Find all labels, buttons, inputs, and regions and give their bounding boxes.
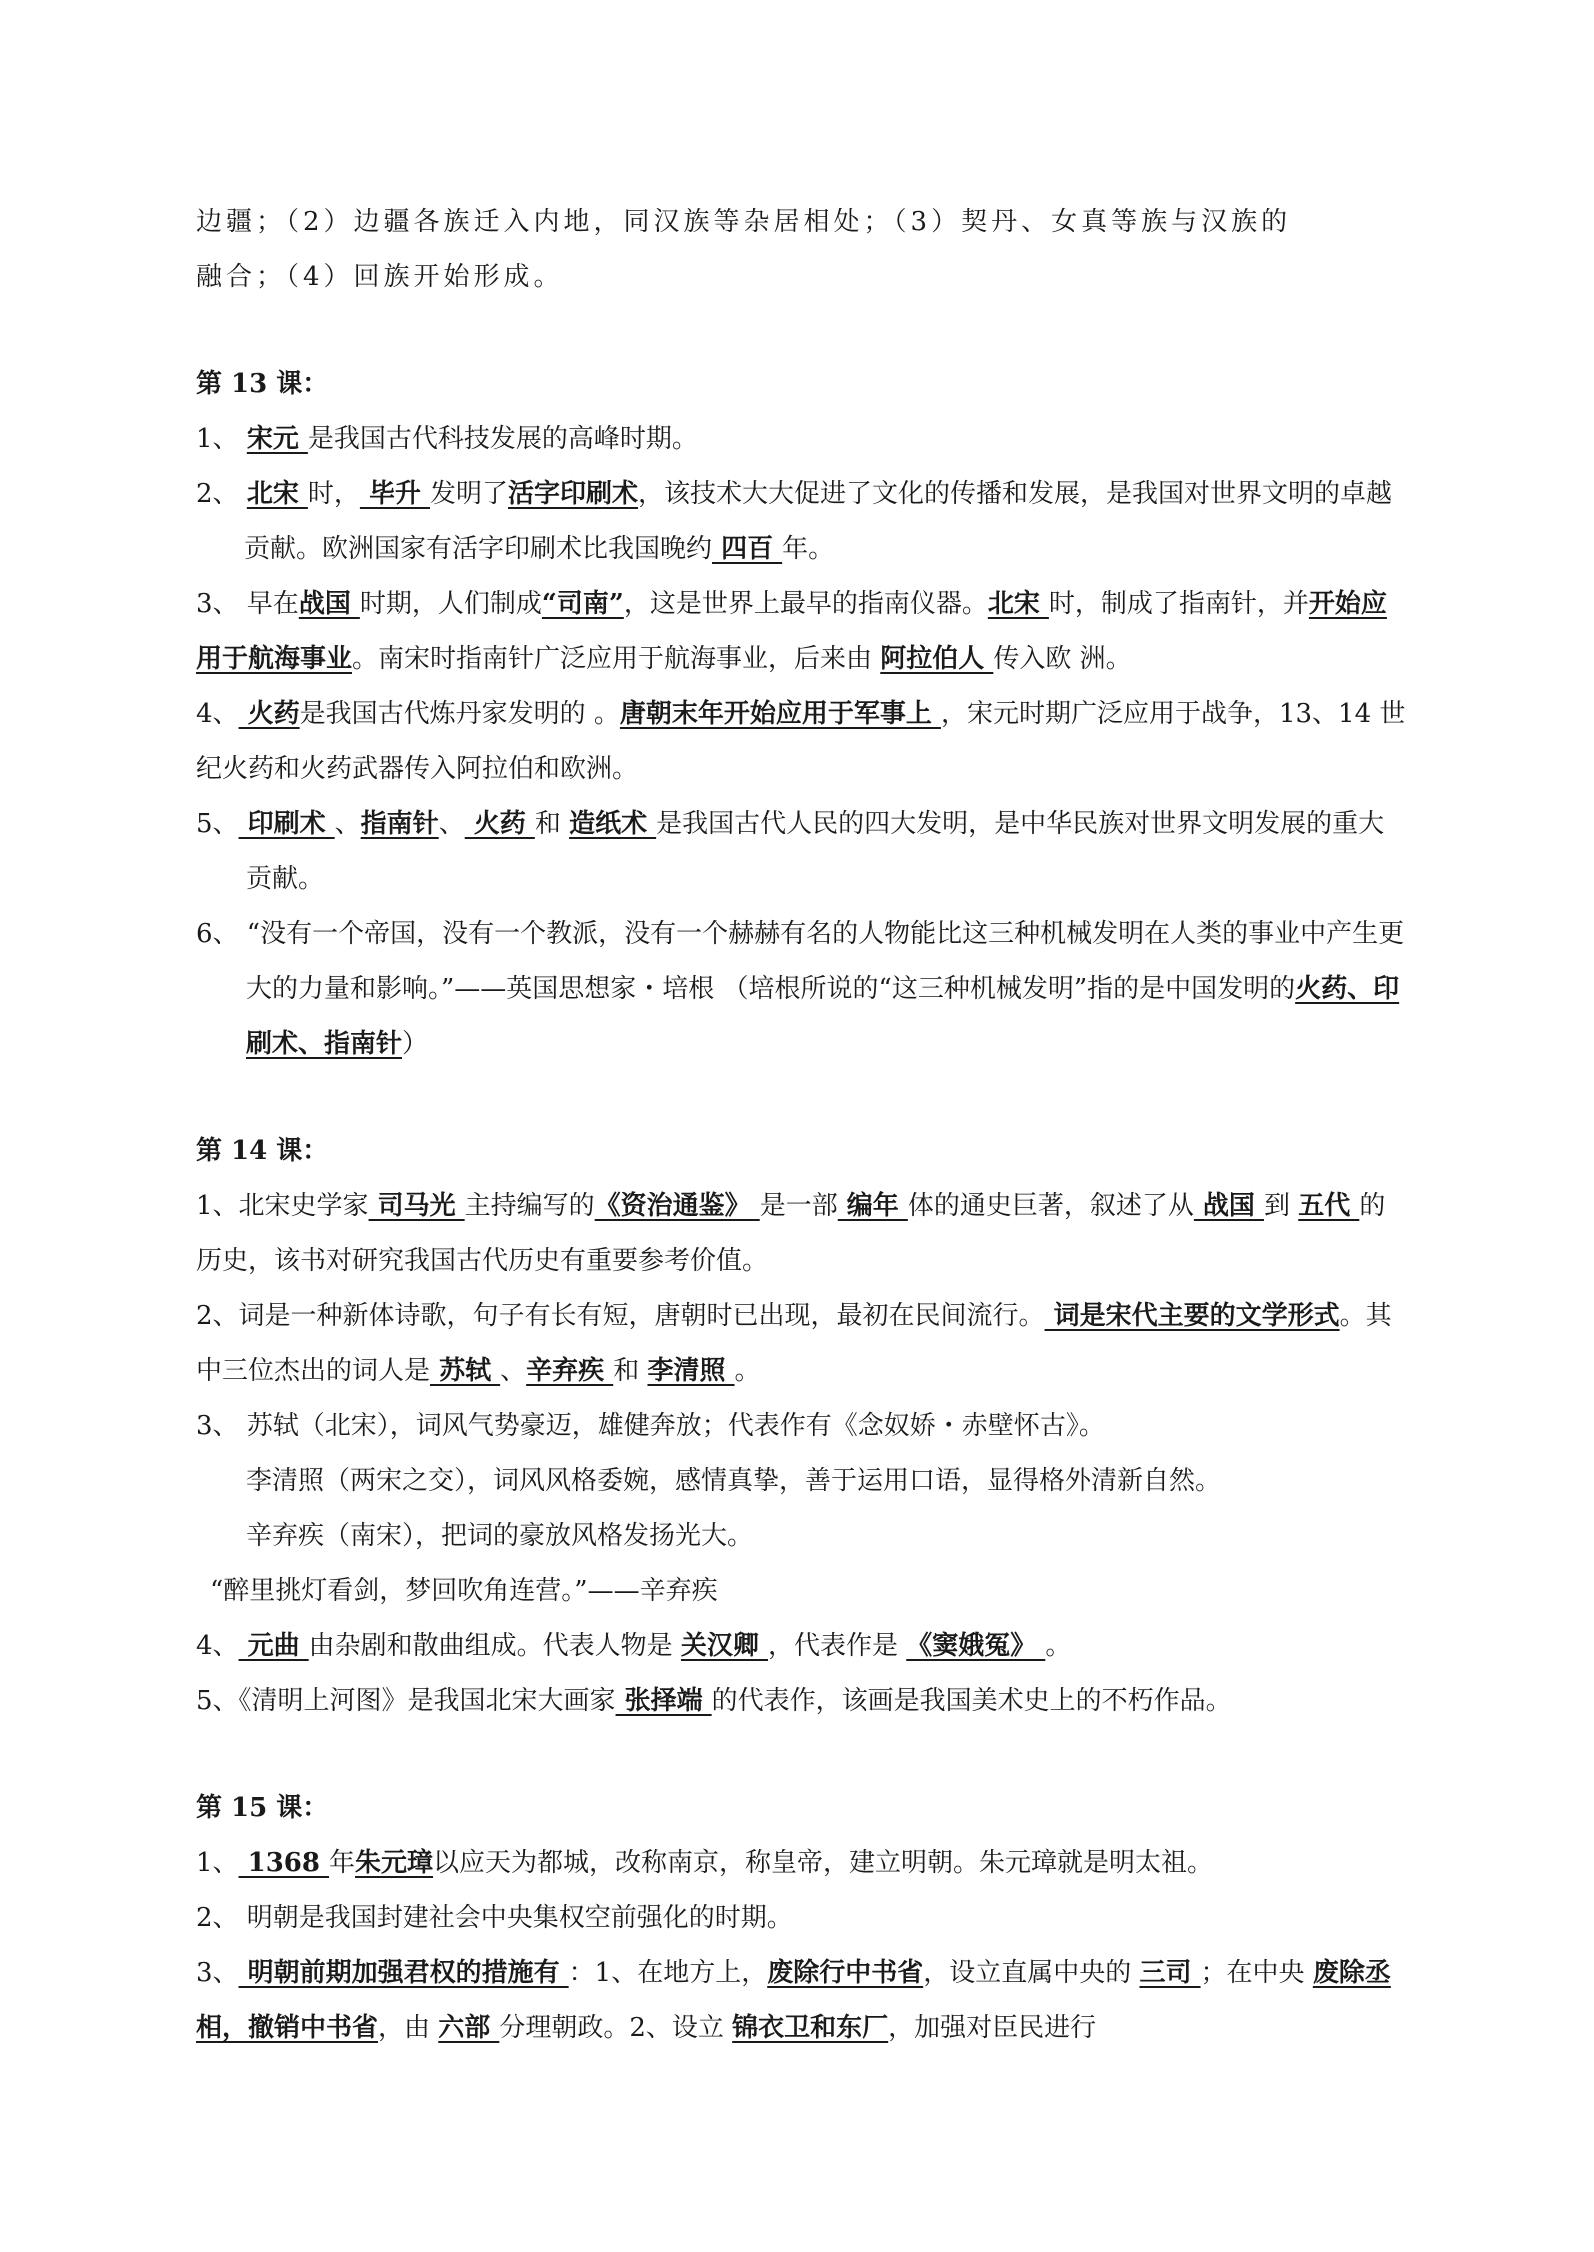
answer-underline: 战国	[1193, 1191, 1264, 1221]
item-text: “没有一个帝国，没有一个教派，没有一个赫赫有名的人物能比这三种机械发明在人类的事业中产生更大的力量和影响。”——英国思想家・培根 （培根所说的“这三种机械发明”指的是中国发明的	[238, 919, 1405, 1004]
answer-underline: 火药、印刷术、指南针	[246, 974, 1400, 1059]
item-text: 时期，人们制成	[359, 589, 542, 619]
item-text: ，代表作是	[767, 1631, 907, 1661]
answer-underline: 朱元璋	[355, 1848, 434, 1878]
item-number: 3、	[196, 589, 239, 619]
item-text: 主持编写的	[464, 1191, 595, 1221]
answer-underline: 五代	[1298, 1191, 1360, 1221]
item-text: 以应天为都城，改称南京，称皇帝，建立明朝。朱元璋就是明太祖。	[433, 1848, 1214, 1878]
answer-underline: 宋元	[246, 424, 308, 454]
answer-underline: 废除丞相，撤销中书省	[196, 1958, 1391, 2043]
lesson-14-item-3-line-2: 李清照（两宋之交），词风风格委婉，感情真挚，善于运用口语，显得格外清新自然。	[246, 1466, 1222, 1496]
section-gap	[196, 1072, 1406, 1124]
answer-underline: 指南针	[360, 809, 439, 839]
item-text: 、	[438, 809, 465, 839]
item-text: 分理朝政。2、设立	[499, 2013, 733, 2043]
lesson-14-item-2	[196, 1289, 1406, 1399]
item-text: ，设立直属中央的	[923, 1958, 1140, 1988]
item-text: 5、《清明上河图》是我国北宋大画家	[196, 1686, 616, 1716]
lesson-13-heading: 第 13 课：	[196, 369, 329, 399]
item-number: 2、	[196, 479, 239, 509]
item-text: 是我国古代炼丹家发明的 。	[299, 699, 620, 729]
answer-underline: “司南”	[541, 589, 624, 619]
answer-underline: 北宋	[246, 479, 308, 509]
answer-underline: 明朝前期加强君权的措施有	[238, 1958, 569, 1988]
lesson-13-item-4	[196, 687, 1406, 797]
answer-underline: 北宋	[987, 589, 1049, 619]
item-text: 是我国古代人民的四大发明，是中华民族对世界文明发展的重大贡献。	[246, 809, 1385, 894]
document-page	[196, 195, 1406, 2056]
item-text: ，加强对臣民进行	[888, 2013, 1097, 2043]
answer-underline: 李清照	[647, 1356, 735, 1386]
item-text: 、	[334, 809, 361, 839]
answer-underline: 辛弃疾	[526, 1356, 614, 1386]
item-text: 的代表作，该画是我国美术史上的不朽作品。	[711, 1686, 1232, 1716]
answer-underline: 火药	[238, 699, 300, 729]
item-text: ）	[402, 1029, 429, 1059]
answer-underline: 元曲	[238, 1631, 309, 1661]
item-text: 和	[613, 1356, 648, 1386]
answer-underline: 词是宋代主要的文学形式	[1044, 1301, 1340, 1331]
lesson-15-item-1	[196, 1836, 1406, 1891]
answer-underline: 关汉卿	[680, 1631, 768, 1661]
section-gap	[196, 1729, 1406, 1781]
lesson-13-item-5	[196, 797, 1406, 907]
answer-underline: 锦衣卫和东厂	[732, 2013, 889, 2043]
item-text: 年	[329, 1848, 356, 1878]
item-number: 3、	[196, 1958, 239, 1988]
lesson-14-heading: 第 14 课：	[196, 1136, 329, 1166]
lesson-15-heading: 第 15 课：	[196, 1793, 329, 1823]
answer-underline: 战国	[298, 589, 360, 619]
answer-underline: 印刷术	[238, 809, 335, 839]
item-text: ；在中央	[1200, 1958, 1313, 1988]
section-gap	[196, 305, 1406, 357]
answer-underline: 四百	[712, 534, 783, 564]
lesson-14-item-5	[196, 1674, 1406, 1729]
lesson-14-item-4	[196, 1619, 1406, 1674]
item-text: 传入欧 洲。	[993, 644, 1132, 674]
answer-underline: 阿拉伯人	[880, 644, 994, 674]
item-text: 由杂剧和散曲组成。代表人物是	[308, 1631, 681, 1661]
answer-underline: 《窦娥冤》	[906, 1631, 1046, 1661]
answer-underline: 苏轼	[430, 1356, 501, 1386]
item-text: 苏轼（北宋），词风气势豪迈，雄健奔放；代表作有《念奴娇・赤壁怀古》。	[238, 1411, 1105, 1441]
lesson-13-item-1	[196, 412, 1406, 467]
item-text: 时，	[307, 479, 360, 509]
item-text: ，这是世界上最早的指南仪器。	[623, 589, 988, 619]
item-text: 和	[534, 809, 570, 839]
intro-line-2: 融合；（4）回族开始形成。	[196, 262, 564, 292]
answer-underline: 司马光	[368, 1191, 465, 1221]
item-text: 早在	[238, 589, 299, 619]
answer-underline: 毕升	[359, 479, 430, 509]
item-text: 年。	[782, 534, 835, 564]
item-number: 4、	[196, 699, 239, 729]
lesson-14-item-3-line-3: 辛弃疾（南宋），把词的豪放风格发扬光大。	[246, 1521, 754, 1551]
answer-underline: 活字印刷术	[508, 479, 639, 509]
answer-underline: 造纸术	[569, 809, 657, 839]
item-text: ：1、在地方上，	[568, 1958, 768, 1988]
item-text: 明朝是我国封建社会中央集权空前强化的时期。	[238, 1903, 793, 1933]
item-text: ，宋元时期广泛应用于战争，13、14 世纪火药和火药武器传入阿拉伯和欧洲。	[196, 699, 1406, 784]
lesson-14-item-1	[196, 1179, 1406, 1289]
intro-line-1: 边疆；（2）边疆各族迁入内地，同汉族等杂居相处；（3）契丹、女真等族与汉族的	[196, 207, 1292, 237]
answer-underline: 1368	[238, 1848, 330, 1878]
item-number: 1、	[196, 1848, 239, 1878]
item-number: 1、	[196, 424, 239, 454]
item-text: 的历史，该书对研究我国古代历史有重要参考价值。	[196, 1191, 1386, 1276]
lesson-14-item-3-quote: “醉里挑灯看剑，梦回吹角连营。”——辛弃疾	[210, 1576, 718, 1606]
item-text: 2、词是一种新体诗歌，句子有长有短，唐朝时已出现，最初在民间流行。	[196, 1301, 1045, 1331]
item-text: 、	[500, 1356, 527, 1386]
item-number: 3、	[196, 1411, 239, 1441]
item-text: ，该技术大大促进了文化的传播和发展，是我国对世界文明的卓越贡献。欧洲国家有活字印刷术比我国晚约	[244, 479, 1393, 564]
answer-underline: 编年	[837, 1191, 908, 1221]
item-text: 1、北宋史学家	[196, 1191, 369, 1221]
answer-underline: 唐朝末年开始应用于军事上	[619, 699, 941, 729]
answer-underline: 火药	[464, 809, 535, 839]
item-number: 5、	[196, 809, 239, 839]
lesson-14-item-3	[196, 1399, 1406, 1454]
item-text: 发明了	[430, 479, 509, 509]
item-text: 。	[734, 1356, 761, 1386]
lesson-15-item-2	[196, 1891, 1406, 1946]
item-text: 。	[1045, 1631, 1072, 1661]
item-text: 到	[1263, 1191, 1299, 1221]
item-text: 是一部	[759, 1191, 838, 1221]
answer-underline: 开始应用于航海事业	[196, 589, 1387, 674]
answer-underline: 张择端	[615, 1686, 712, 1716]
item-number: 6、	[196, 919, 239, 949]
answer-underline: 《资治通鉴》	[594, 1191, 760, 1221]
item-text: ，由	[378, 2013, 439, 2043]
answer-underline: 废除行中书省	[767, 1958, 924, 1988]
lesson-13-item-2	[196, 467, 1406, 577]
item-number: 4、	[196, 1631, 239, 1661]
lesson-13-item-3	[196, 577, 1406, 687]
answer-underline: 三司	[1139, 1958, 1201, 1988]
item-text: 。南宋时指南针广泛应用于航海事业，后来由	[352, 644, 881, 674]
item-text: 时，制成了指南针，并	[1048, 589, 1309, 619]
item-number: 2、	[196, 1903, 239, 1933]
lesson-15-item-3	[196, 1946, 1406, 2056]
item-text: 体的通史巨著，叙述了从	[907, 1191, 1194, 1221]
item-text: 。其中三位杰出的词人是	[196, 1301, 1392, 1386]
item-text: 是我国古代科技发展的高峰时期。	[307, 424, 698, 454]
answer-underline: 六部	[438, 2013, 500, 2043]
lesson-13-item-6	[196, 907, 1406, 1072]
